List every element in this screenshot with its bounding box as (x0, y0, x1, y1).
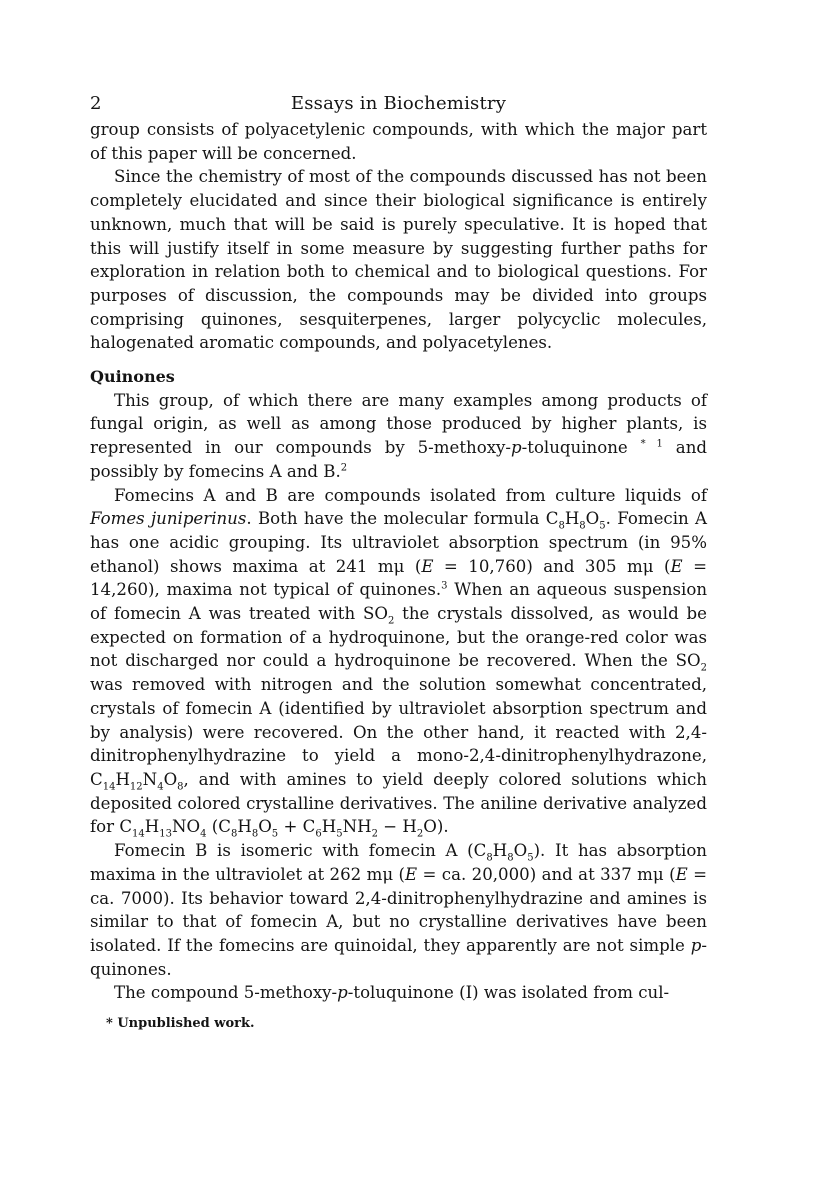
running-title: Essays in Biochemistry (290, 93, 507, 114)
section-heading-quinones: Quinones (90, 367, 175, 387)
paragraph-quinones-2: Fomecins A and B are compounds isolated from culture liquids of Fomes juniperinus. Both have the molecular formula $C_8H_8O_5$. Fomecin A has one acidic grouping. Its ultraviolet absorption spectrum (in 95% ethanol) shows maxima at 241 mμ (E = 10,760) and 305 mμ (E = 14,260), maxima not typical of quinones.$^3$ When an aqueous suspension of fomecin A was treated with $SO_2$ the crystals dissolved, as would be expected on formation of a hydroquinone, but the orange-red color was not discharged nor could a hydroquinone be recovered. When the $SO_2$ was removed with nitrogen and the solution somewhat concentrated, crystals of fomecin A (identified by ultraviolet absorption spectrum and by analysis) were recovered. On the other hand, it reacted with 2,4-dinitrophenylhydrazine to yield a mono-2,4-dinitrophenylhydrazone, $C_{14}H_{12}N_4O_8$, and with amines to yield deeply colored solutions which deposited colored crystalline derivatives. The aniline derivative analyzed for $C_{14}H_{13}NO_4$ $(C_8H_8O_5 + C_6H_5NH_2 - H_2O)$. (90, 485, 708, 840)
paragraph-quinones-4: The compound 5-methoxy-p-toluquinone (I) was isolated from cul- (114, 983, 670, 1003)
footnote: * Unpublished work. (106, 1016, 255, 1032)
paragraph-quinones-1: This group, of which there are many examples among products of fungal origin, as well as among those produced by higher plants, is represented in our compounds by 5-methoxy-p-toluquinone $^{* 1}$ and possibly by fomecins A and B.$^2$ (90, 390, 708, 481)
paragraph-intro: Since the chemistry of most of the compounds discussed has not been completely elucidated and since their biological significance is entirely unknown, much that will be said is purely speculative. It is hoped that this will justify itself in some measure by suggesting further paths for exploration in relation both to chemical and to biological questions. For purposes of discussion, the compounds may be divided into groups comprising quinones, sesquiterpenes, larger polycyclic molecules, halogenated aromatic compounds, and polyacetylenes. (90, 167, 707, 353)
paragraph-quinones-3: Fomecin B is isomeric with fomecin A $(C_8H_8O_5)$. It has absorption maxima in the ultraviolet at 262 mμ (E = ca. 20,000) and at 337 mμ (E = ca. 7000). Its behavior toward 2,4-dinitrophenylhydrazine and amines is similar to that of fomecin A, but no crystalline derivatives have been isolated. If the fomecins are quinoidal, they apparently are not simple p-quinones. (90, 841, 707, 979)
page-number: 2 (90, 93, 102, 114)
page-header (90, 92, 707, 118)
paragraph-continuation: group consists of polyacetylenic compounds, with which the major part of this paper will be concerned. (90, 120, 707, 163)
document-page (90, 92, 707, 1036)
